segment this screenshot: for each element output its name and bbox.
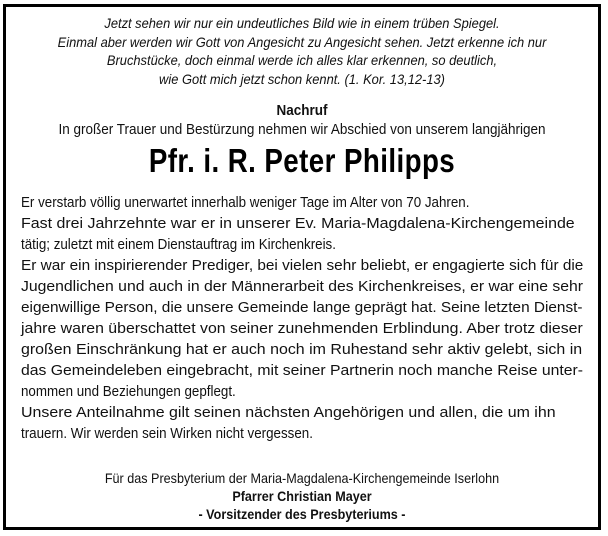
body-line-6: eigenwillige Person, die unsere Gemeinde lange geprägt hat. Seine letzten Dienst- — [21, 299, 583, 316]
signature-block — [6, 469, 598, 523]
bible-verse — [39, 14, 565, 88]
body-line-12: trauern. Wir werden sein Wirken nicht vergessen. — [21, 425, 313, 442]
body-line-8: großen Einschränkung hat er auch noch im Ruhestand sehr aktiv gelebt, sich in — [21, 341, 583, 358]
body-line-1: Er verstarb völlig unerwartet innerhalb weniger Tage im Alter von 70 Jahren. — [21, 194, 470, 211]
signer-name: Pfarrer Christian Mayer — [232, 488, 372, 504]
obituary-body — [21, 192, 583, 444]
presbyterium-line: Für das Presbyterium der Maria-Magdalena-Kirchengemeinde Iserlohn — [104, 470, 500, 486]
intro-line: In großer Trauer und Bestürzung nehmen wir Abschied von unserem langjährigen — [58, 121, 546, 138]
deceased-name: Pfr. i. R. Peter Philipps — [148, 142, 456, 179]
body-line-9: das Gemeindeleben eingebracht, mit seiner Partnerin noch manche Reise unter- — [21, 362, 583, 379]
verse-line-4: wie Gott mich jetzt schon kennt. (1. Kor. 13,12-13) — [159, 70, 445, 87]
body-line-3: tätig; zuletzt mit einem Dienstauftrag im Kirchenkreis. — [21, 236, 336, 253]
signer-role: - Vorsitzender des Presbyteriums - — [198, 506, 406, 522]
obituary-heading: Nachruf — [276, 102, 328, 119]
body-line-7: jahre waren überschattet von seiner zunehmenden Erblindung. Aber trotz dieser — [21, 320, 583, 337]
body-line-5: Jugendlichen und auch in der Männerarbeit des Kirchenkreises, er war eine sehr — [21, 278, 583, 295]
obituary-frame — [3, 4, 601, 530]
body-line-2: Fast drei Jahrzehnte war er in unserer Ev. Maria-Magdalena-Kirchengemeinde — [21, 215, 575, 232]
verse-line-2: Einmal aber werden wir Gott von Angesicht zu Angesicht sehen. Jetzt erkenne ich nur — [57, 33, 547, 50]
body-line-4: Er war ein inspirierender Prediger, bei vielen sehr beliebt, er engagierte sich für die — [21, 257, 584, 274]
body-line-11: Unsere Anteilnahme gilt seinen nächsten Angehörigen und allen, die um ihn — [21, 404, 556, 421]
verse-line-1: Jetzt sehen wir nur ein undeutliches Bild wie in einem trüben Spiegel. — [104, 15, 500, 31]
verse-line-3: Bruchstücke, doch einmal werde ich alles klar erkennen, so deutlich, — [106, 52, 498, 69]
body-line-10: nommen und Beziehungen gepflegt. — [21, 383, 236, 400]
